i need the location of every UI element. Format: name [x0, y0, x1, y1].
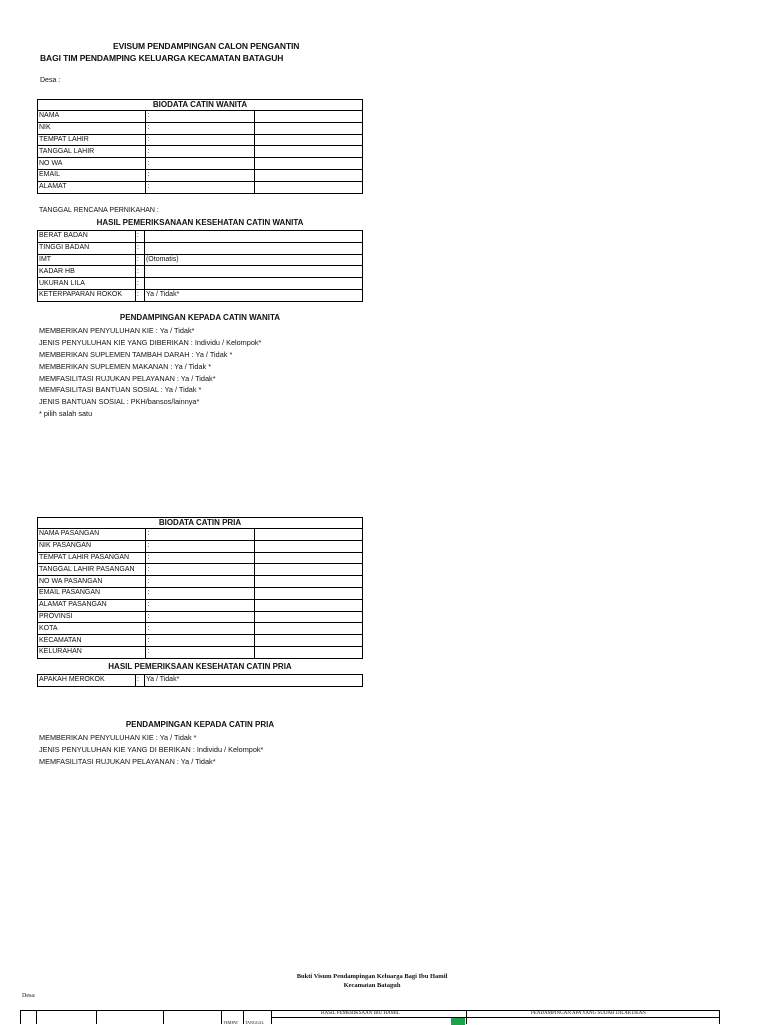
row-value-field[interactable] — [254, 611, 362, 623]
bukti-hdr-tempat: TEMPAT — [223, 1020, 239, 1025]
form-row — [38, 623, 363, 635]
list-item: JENIS PENYULUHAN KIE YANG DIBERIKAN : Individu / Kelompok* — [39, 337, 262, 347]
row-label: APAKAH MEROKOK — [38, 675, 136, 687]
form-row — [38, 242, 363, 254]
bukti-hdr-tanggal: TANGGAL — [245, 1020, 265, 1025]
row-separator: : — [146, 540, 254, 552]
form-row — [38, 564, 363, 576]
kesehatan-pria-table — [37, 674, 363, 687]
row-value-field[interactable] — [254, 635, 362, 647]
row-separator: : — [146, 134, 254, 146]
bukti-col — [36, 1011, 37, 1024]
row-label: BERAT BADAN — [38, 231, 136, 243]
row-separator: : — [146, 158, 254, 170]
form-row — [38, 254, 363, 266]
row-label: NO WA — [38, 158, 146, 170]
bukti-subtitle: Kecamatan Bataguh — [343, 982, 401, 989]
list-item: MEMBERIKAN PENYULUHAN KIE : Ya / Tidak * — [39, 733, 197, 742]
list-item: MEMFASILITASI RUJUKAN PELAYANAN : Ya / Tidak* — [39, 373, 216, 383]
row-label: KELURAHAN — [38, 646, 146, 658]
row-label: TEMPAT LAHIR — [38, 134, 146, 146]
row-separator: : — [146, 611, 254, 623]
desa-label: Desa : — [40, 77, 61, 84]
row-label: KETERPAPARAN ROKOK — [38, 289, 136, 301]
row-separator: : — [135, 289, 144, 301]
list-item: * pilih salah satu — [39, 409, 93, 419]
row-label: KECAMATAN — [38, 635, 146, 647]
row-value-field[interactable] — [254, 169, 362, 181]
list-item: MEMFASILITASI RUJUKAN PELAYANAN : Ya / Tidak* — [39, 756, 216, 766]
bukti-hdr-pendampingan: PENDAMPINGAN APA YANG SUDAH DILAKUKAN — [531, 1011, 646, 1016]
list-item: MEMBERIKAN SUPLEMEN MAKANAN : Ya / Tidak * — [39, 361, 212, 371]
row-separator: : — [146, 181, 254, 193]
row-value-field[interactable] — [254, 122, 362, 134]
list-item: JENIS PENYULUHAN KIE YANG DI BERIKAN : Individu / Kelompok* — [39, 744, 264, 754]
bukti-col — [96, 1011, 97, 1024]
pendampingan-pria-list — [39, 732, 263, 768]
row-separator: : — [146, 623, 254, 635]
row-value-field[interactable] — [144, 242, 362, 254]
row-separator: : — [146, 635, 254, 647]
row-separator: : — [146, 576, 254, 588]
form-row — [38, 540, 363, 552]
row-label: NAMA PASANGAN — [38, 529, 146, 541]
form-row — [38, 231, 363, 243]
row-label: TINGGI BADAN — [38, 242, 136, 254]
list-item: MEMBERIKAN PENYULUHAN KIE : Ya / Tidak* — [39, 326, 195, 335]
row-separator: : — [146, 564, 254, 576]
kesehatan-pria-title: HASIL PEMERIKSAAN KESEHATAN CATIN PRIA — [108, 662, 292, 671]
biodata-wanita-title: BIODATA CATIN WANITA — [38, 100, 363, 111]
row-label: NIK PASANGAN — [38, 540, 146, 552]
form-row — [38, 111, 363, 123]
form-row — [38, 529, 363, 541]
list-item: MEMBERIKAN SUPLEMEN TAMBAH DARAH : Ya / Tidak * — [39, 349, 233, 359]
row-separator: : — [135, 242, 144, 254]
row-value-field[interactable] — [144, 266, 362, 278]
bukti-col — [163, 1011, 164, 1024]
row-value-field[interactable] — [254, 146, 362, 158]
form-row — [38, 266, 363, 278]
form-row — [38, 587, 363, 599]
row-value-field[interactable] — [254, 111, 362, 123]
row-separator: : — [146, 529, 254, 541]
row-value-field[interactable] — [254, 540, 362, 552]
row-label: TANGGAL LAHIR — [38, 146, 146, 158]
row-separator: : — [146, 599, 254, 611]
row-label: PROVINSI — [38, 611, 146, 623]
row-value-field[interactable] — [254, 623, 362, 635]
row-separator: : — [135, 254, 144, 266]
form-row — [38, 146, 363, 158]
row-value-field[interactable]: Ya / Tidak* — [144, 289, 362, 301]
row-value-field[interactable] — [254, 552, 362, 564]
form-row — [38, 181, 363, 193]
row-value-field[interactable] — [254, 134, 362, 146]
row-separator: : — [146, 111, 254, 123]
row-label: NAMA — [38, 111, 146, 123]
row-label: IMT — [38, 254, 136, 266]
biodata-wanita-table — [37, 99, 363, 194]
kesehatan-wanita-title: HASIL PEMERIKSANAAN KESEHATAN CATIN WANITA — [96, 218, 304, 227]
form-row — [38, 122, 363, 134]
row-separator: : — [146, 552, 254, 564]
form-row — [38, 552, 363, 564]
row-label: ALAMAT PASANGAN — [38, 599, 146, 611]
row-label: TEMPAT LAHIR PASANGAN — [38, 552, 146, 564]
form-row — [38, 576, 363, 588]
row-value-field[interactable] — [254, 576, 362, 588]
row-value-field[interactable] — [144, 278, 362, 290]
row-value-field[interactable] — [144, 231, 362, 243]
bukti-hdr-hasil: HASIL PEMERIKSAAN IBU HAMIL — [321, 1011, 400, 1016]
form-row — [38, 611, 363, 623]
bukti-col — [243, 1011, 244, 1024]
row-separator: : — [135, 278, 144, 290]
page-subtitle: BAGI TIM PENDAMPING KELUARGA KECAMATAN BATAGUH — [40, 53, 284, 63]
row-value-field[interactable]: Ya / Tidak* — [144, 675, 362, 687]
page-title: EVISUM PENDAMPINGAN CALON PENGANTIN — [113, 41, 300, 51]
pendampingan-pria-title: PENDAMPINGAN KEPADA CATIN PRIA — [125, 720, 275, 729]
pendampingan-wanita-title: PENDAMPINGAN KEPADA CATIN WANITA — [119, 313, 281, 322]
row-separator: : — [146, 646, 254, 658]
form-row — [38, 289, 363, 301]
row-label: UKURAN LILA — [38, 278, 136, 290]
row-label: KOTA — [38, 623, 146, 635]
biodata-pria-title: BIODATA CATIN PRIA — [38, 518, 363, 529]
pendampingan-wanita-list — [39, 325, 261, 420]
row-separator: : — [146, 122, 254, 134]
form-row — [38, 158, 363, 170]
form-row — [38, 169, 363, 181]
form-row — [38, 646, 363, 658]
row-label: KADAR HB — [38, 266, 136, 278]
form-row — [38, 134, 363, 146]
bukti-title: Bukti Visum Pendampingan Keluarga Bagi Ibu Hamil — [296, 973, 448, 980]
row-value-field[interactable] — [254, 158, 362, 170]
row-value-field[interactable] — [254, 646, 362, 658]
row-label: EMAIL PASANGAN — [38, 587, 146, 599]
kesehatan-wanita-table — [37, 230, 363, 302]
list-item: MEMFASILITASI BANTUAN SOSIAL : Ya / Tidak * — [39, 385, 202, 395]
row-value-field[interactable] — [254, 599, 362, 611]
row-value-field[interactable] — [254, 587, 362, 599]
row-separator: : — [135, 231, 144, 243]
form-row — [38, 278, 363, 290]
row-separator: : — [146, 146, 254, 158]
row-label: TANGGAL LAHIR PASANGAN — [38, 564, 146, 576]
row-separator: : — [146, 587, 254, 599]
tanggal-rencana-label: TANGGAL RENCANA PERNIKAHAN : — [39, 207, 159, 214]
row-value-field[interactable] — [254, 181, 362, 193]
bukti-col — [221, 1011, 222, 1024]
biodata-pria-table — [37, 517, 363, 659]
list-item: JENIS BANTUAN SOSIAL : PKH/bansos/lainnya* — [39, 397, 200, 407]
row-label: NIK — [38, 122, 146, 134]
row-separator: : — [135, 266, 144, 278]
bukti-table — [20, 1010, 720, 1024]
row-separator: : — [146, 169, 254, 181]
form-row — [38, 599, 363, 611]
bukti-desa-label: Desa: — [22, 993, 36, 999]
row-value-field[interactable]: (Otomatis) — [144, 254, 362, 266]
row-label: NO WA PASANGAN — [38, 576, 146, 588]
row-label: ALAMAT — [38, 181, 146, 193]
form-row — [38, 675, 363, 687]
bukti-hdr-divider — [271, 1017, 719, 1018]
form-row — [38, 635, 363, 647]
row-value-field[interactable] — [254, 529, 362, 541]
row-separator: : — [135, 675, 144, 687]
row-label: EMAIL — [38, 169, 146, 181]
row-value-field[interactable] — [254, 564, 362, 576]
